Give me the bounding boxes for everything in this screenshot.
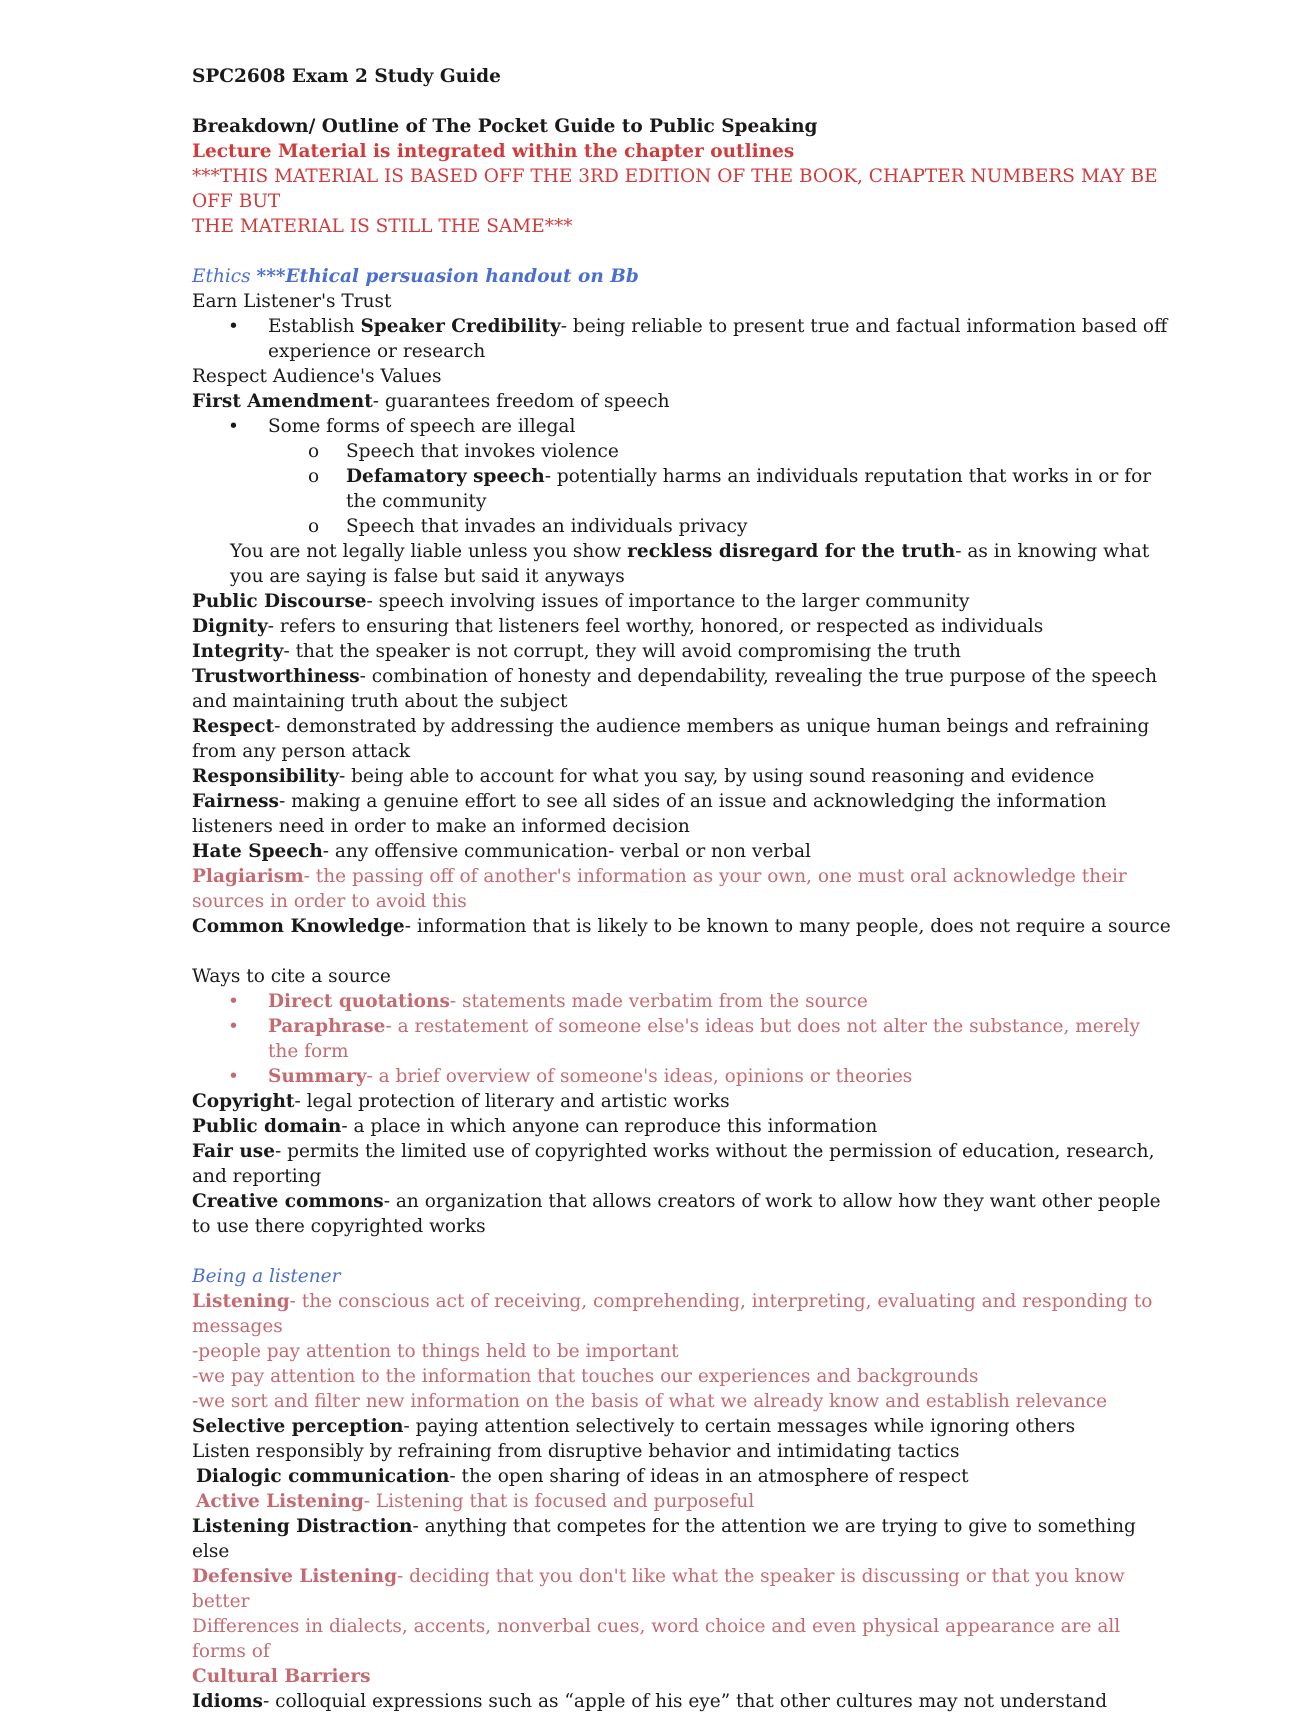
term-definition bbox=[192, 1189, 1176, 1239]
credibility-bullet bbox=[192, 314, 1176, 364]
ethics-label: Ethics bbox=[192, 266, 251, 287]
definition: - any offensive communication- verbal or non verbal bbox=[322, 841, 811, 862]
copyright-terms-list bbox=[192, 1089, 1176, 1239]
term: First Amendment bbox=[192, 391, 373, 412]
term: Selective perception bbox=[192, 1416, 404, 1437]
term: Active Listening bbox=[196, 1491, 364, 1512]
definition: - as in knowing what you are saying is false but said it anyways bbox=[230, 541, 1150, 587]
term: Defensive Listening bbox=[192, 1566, 398, 1587]
term: Fair use bbox=[192, 1141, 275, 1162]
spacer bbox=[192, 939, 1176, 964]
definition: - legal protection of literary and artistic works bbox=[294, 1091, 730, 1112]
term-definition bbox=[192, 1139, 1176, 1189]
term: Defamatory speech bbox=[346, 466, 545, 487]
liable-prefix: You are not legally liable unless you show bbox=[230, 541, 628, 562]
term: Dialogic communication bbox=[196, 1466, 450, 1487]
ethics-terms-list bbox=[192, 589, 1176, 939]
listener-note-1: -people pay attention to things held to be important bbox=[192, 1341, 679, 1362]
term: Responsibility bbox=[192, 766, 340, 787]
edition-note-line-2: THE MATERIAL IS STILL THE SAME*** bbox=[192, 216, 573, 237]
term-definition bbox=[192, 839, 1176, 864]
definition: - guarantees freedom of speech bbox=[372, 391, 670, 412]
term: Listening Distraction bbox=[192, 1516, 413, 1537]
privacy-subitem: o Speech that invades an individuals privacy bbox=[192, 514, 1176, 539]
cite-heading: Ways to cite a source bbox=[192, 966, 391, 987]
definition: - paying attention selectively to certain messages while ignoring others bbox=[403, 1416, 1076, 1437]
listener-note-2: -we pay attention to the information that touches our experiences and backgrounds bbox=[192, 1366, 979, 1387]
term: Public Discourse bbox=[192, 591, 367, 612]
term: Creative commons bbox=[192, 1191, 384, 1212]
term: Paraphrase bbox=[268, 1016, 386, 1037]
term-definition bbox=[192, 639, 1176, 664]
selective-perception bbox=[192, 1414, 1176, 1439]
term-definition bbox=[192, 1064, 1176, 1089]
definition: - being able to account for what you say, by using sound reasoning and evidence bbox=[339, 766, 1095, 787]
term-definition bbox=[192, 714, 1176, 764]
active-listening bbox=[192, 1489, 1176, 1514]
defamatory-subitem bbox=[192, 464, 1176, 514]
ethics-handout-note: ***Ethical persuasion handout on Bb bbox=[256, 266, 639, 287]
term: Copyright bbox=[192, 1091, 295, 1112]
definition: - that the speaker is not corrupt, they will avoid compromising the truth bbox=[283, 641, 961, 662]
cultural-barriers: Cultural Barriers bbox=[192, 1666, 371, 1687]
spacer bbox=[192, 239, 1176, 264]
definition: - colloquial expressions such as “apple of his eye” that other cultures may not understand bbox=[262, 1691, 1108, 1712]
edition-note-line-1: ***THIS MATERIAL IS BASED OFF THE 3RD EDITION OF THE BOOK, CHAPTER NUMBERS MAY BE OFF BUT bbox=[192, 166, 1158, 212]
definition: - a place in which anyone can reproduce this information bbox=[341, 1116, 878, 1137]
lecture-note: Lecture Material is integrated within the chapter outlines bbox=[192, 141, 795, 162]
listener-note-3: -we sort and filter new information on the basis of what we already know and establish relevance bbox=[192, 1391, 1108, 1412]
definition: - deciding that you don't like what the speaker is discussing or that you know better bbox=[192, 1566, 1125, 1612]
term-definition bbox=[192, 614, 1176, 639]
term: Hate Speech bbox=[192, 841, 323, 862]
spacer bbox=[192, 1239, 1176, 1264]
term: Respect bbox=[192, 716, 275, 737]
definition: - Listening that is focused and purposeful bbox=[363, 1491, 755, 1512]
listening-def bbox=[192, 1289, 1176, 1339]
term: Common Knowledge bbox=[192, 916, 405, 937]
first-amendment bbox=[192, 389, 1176, 414]
definition: - refers to ensuring that listeners feel worthy, honored, or respected as individuals bbox=[267, 616, 1044, 637]
term: Integrity bbox=[192, 641, 284, 662]
term: Summary bbox=[268, 1066, 367, 1087]
cite-list bbox=[192, 989, 1176, 1089]
illegal-forms-bullet: • Some forms of speech are illegal bbox=[192, 414, 1176, 439]
liable-note bbox=[192, 539, 1176, 589]
credibility-term: Speaker Credibility bbox=[360, 316, 561, 337]
term: Idioms bbox=[192, 1691, 263, 1712]
definition: - a brief overview of someone's ideas, opinions or theories bbox=[366, 1066, 913, 1087]
term-definition bbox=[192, 589, 1176, 614]
term: Public domain bbox=[192, 1116, 342, 1137]
definition: - demonstrated by addressing the audience members as unique human beings and refraining from any person attack bbox=[192, 716, 1150, 762]
term-definition bbox=[192, 1089, 1176, 1114]
idioms bbox=[192, 1689, 1176, 1714]
definition: - speech involving issues of importance to the larger community bbox=[366, 591, 970, 612]
spacer bbox=[192, 89, 1176, 114]
term-definition bbox=[192, 764, 1176, 789]
definition: - combination of honesty and dependability, revealing the true purpose of the speech and maintaining truth about the subject bbox=[192, 666, 1158, 712]
definition: - the conscious act of receiving, comprehending, interpreting, evaluating and responding to messages bbox=[192, 1291, 1153, 1337]
credibility-prefix: Establish bbox=[268, 316, 361, 337]
term: Dignity bbox=[192, 616, 268, 637]
definition: - permits the limited use of copyrighted works without the permission of education, research, and reporting bbox=[192, 1141, 1155, 1187]
listening-distraction bbox=[192, 1514, 1176, 1564]
term-definition bbox=[192, 989, 1176, 1014]
defensive-listening bbox=[192, 1564, 1176, 1614]
term: reckless disregard for the truth bbox=[627, 541, 956, 562]
term-definition bbox=[192, 789, 1176, 839]
term: Plagiarism bbox=[192, 866, 304, 887]
definition: - a restatement of someone else's ideas but does not alter the substance, merely the form bbox=[268, 1016, 1140, 1062]
outline-heading: Breakdown/ Outline of The Pocket Guide to Public Speaking bbox=[192, 116, 818, 137]
definition: - statements made verbatim from the source bbox=[449, 991, 868, 1012]
respect-values: Respect Audience's Values bbox=[192, 366, 442, 387]
violence-subitem: o Speech that invokes violence bbox=[192, 439, 1176, 464]
term: Trustworthiness bbox=[192, 666, 360, 687]
earn-trust: Earn Listener's Trust bbox=[192, 291, 392, 312]
definition: - anything that competes for the attention we are trying to give to something else bbox=[192, 1516, 1136, 1562]
cultural-differences: Differences in dialects, accents, nonverbal cues, word choice and even physical appearance are all forms of bbox=[192, 1616, 1121, 1662]
listener-heading: Being a listener bbox=[192, 1266, 341, 1287]
definition: - the open sharing of ideas in an atmosphere of respect bbox=[449, 1466, 969, 1487]
definition: - information that is likely to be known to many people, does not require a source bbox=[404, 916, 1171, 937]
term-definition bbox=[192, 864, 1176, 914]
term-definition bbox=[192, 1014, 1176, 1064]
listen-responsibly: Listen responsibly by refraining from disruptive behavior and intimidating tactics bbox=[192, 1441, 960, 1462]
term-definition bbox=[192, 914, 1176, 939]
term-definition bbox=[192, 664, 1176, 714]
ethics-heading bbox=[192, 264, 1176, 289]
definition: - making a genuine effort to see all sides of an issue and acknowledging the information listeners need in order to make an informed decision bbox=[192, 791, 1107, 837]
term: Listening bbox=[192, 1291, 290, 1312]
term: Fairness bbox=[192, 791, 279, 812]
definition: - the passing off of another's information as your own, one must oral acknowledge their sources in order to avoid this bbox=[192, 866, 1127, 912]
definition: - potentially harms an individuals reputation that works in or for the community bbox=[346, 466, 1152, 512]
document-title: SPC2608 Exam 2 Study Guide bbox=[192, 66, 501, 87]
dialogic-communication bbox=[192, 1464, 1176, 1489]
term-definition bbox=[192, 1114, 1176, 1139]
term: Direct quotations bbox=[268, 991, 450, 1012]
credibility-def: - being reliable to present true and factual information based off experience or research bbox=[268, 316, 1168, 362]
definition: - an organization that allows creators of work to allow how they want other people to use there copyrighted works bbox=[192, 1191, 1161, 1237]
